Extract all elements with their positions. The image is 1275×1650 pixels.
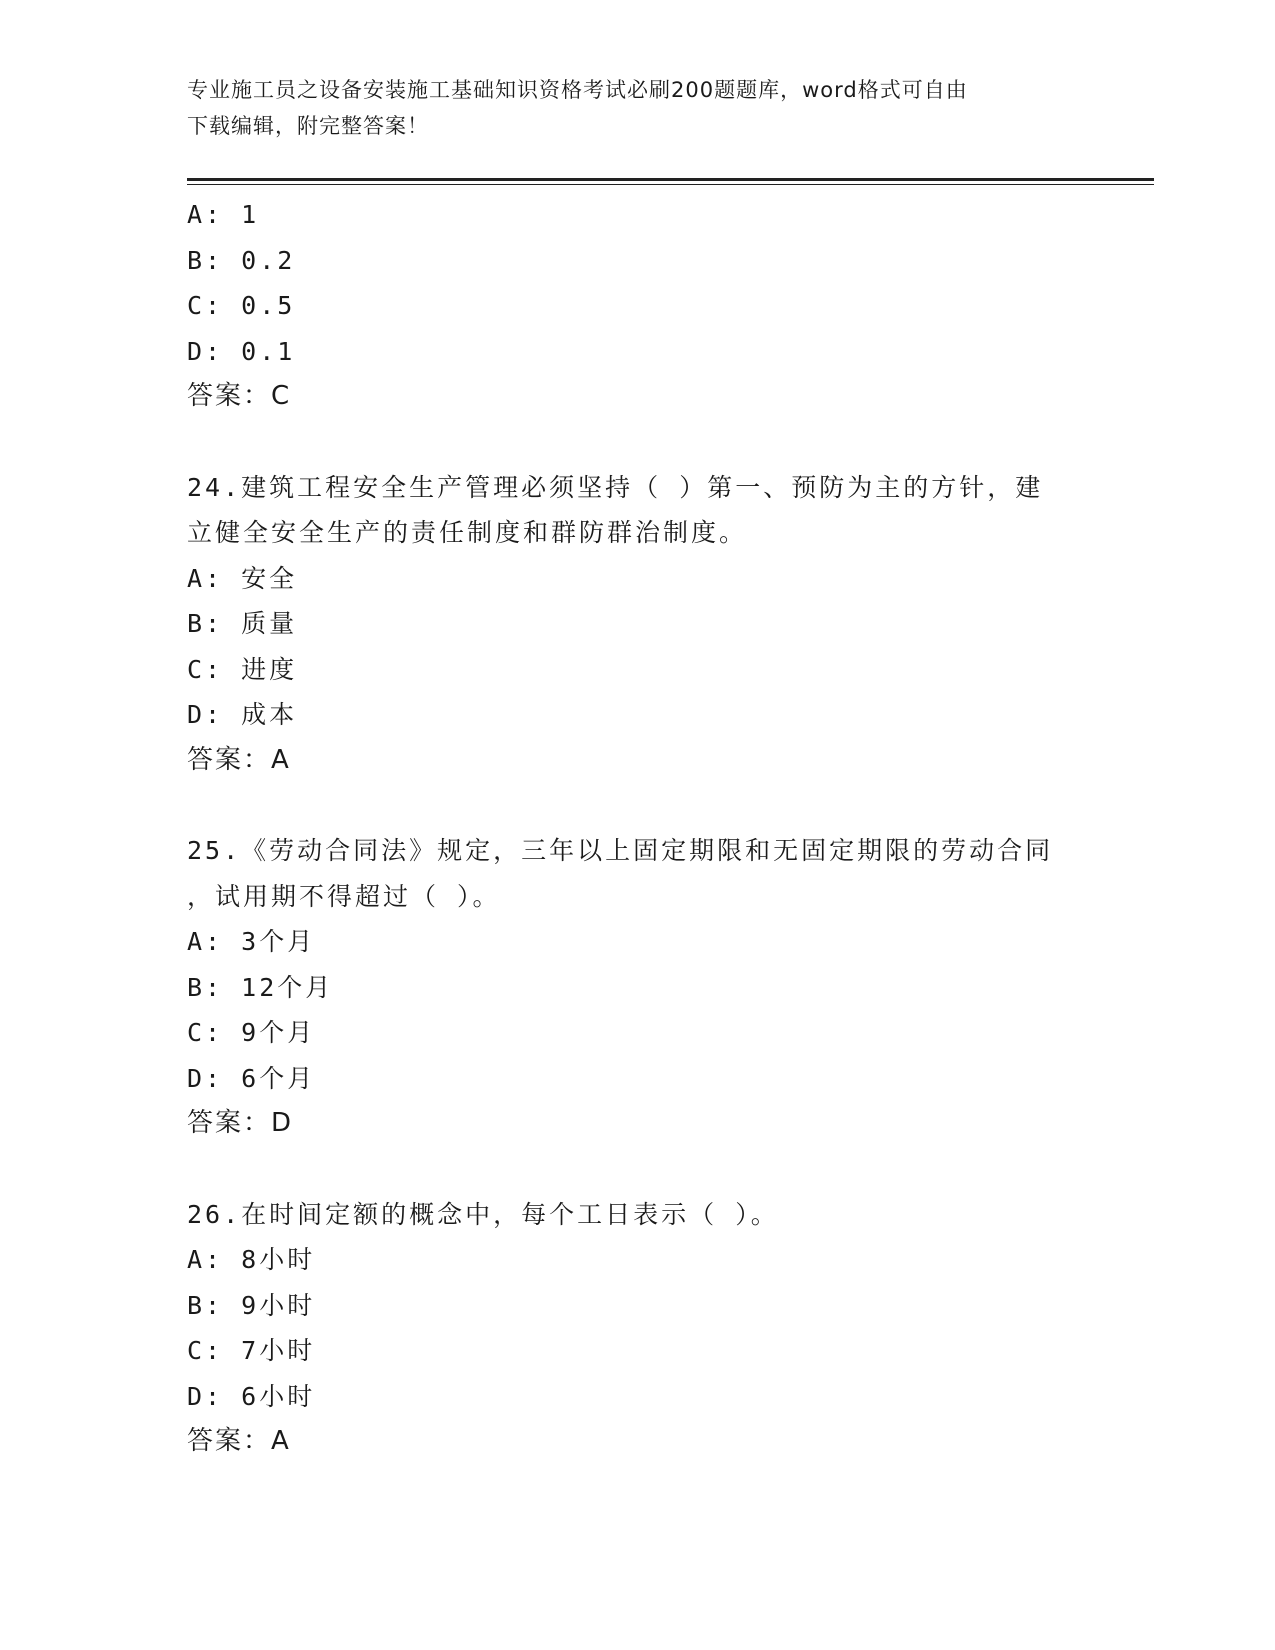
question-25 — [187, 828, 1087, 1147]
option-a: A: 1 — [187, 200, 260, 229]
question-text-line-1: 24.建筑工程安全生产管理必须坚持（ ）第一、预防为主的方针，建 — [187, 472, 1044, 502]
header-divider-thin — [187, 184, 1154, 185]
question-text-line-2: 立健全安全生产的责任制度和群防群治制度。 — [187, 518, 748, 547]
header-line-1: 专业施工员之设备安装施工基础知识资格考试必刷200题题库，word格式可自由 — [187, 78, 968, 102]
question-text-line-1: 26.在时间定额的概念中，每个工日表示（ ）。 — [187, 1199, 779, 1229]
option-a: A: 安全 — [187, 563, 298, 593]
option-d: D: 0.1 — [187, 336, 296, 366]
spacer — [187, 420, 1087, 465]
option-c: C: 7小时 — [187, 1336, 316, 1365]
header-line-2: 下载编辑，附完整答案！ — [187, 114, 429, 138]
question-24 — [187, 465, 1087, 784]
header-divider-thick — [187, 178, 1154, 181]
option-c: C: 9个月 — [187, 1018, 316, 1047]
question-23 — [187, 192, 1087, 420]
question-text-line-1: 25.《劳动合同法》规定，三年以上固定期限和无固定期限的劳动合同 — [187, 836, 1054, 865]
option-d: D: 6小时 — [187, 1381, 316, 1411]
option-b: B: 质量 — [187, 609, 298, 638]
option-d: D: 6个月 — [187, 1063, 316, 1093]
option-d: D: 成本 — [187, 700, 298, 729]
option-a: A: 3个月 — [187, 927, 316, 956]
answer-line: 答案：D — [187, 1108, 294, 1138]
question-list — [187, 192, 1087, 1465]
question-26 — [187, 1192, 1087, 1465]
option-b: B: 12个月 — [187, 972, 334, 1002]
answer-line: 答案：A — [187, 744, 291, 775]
answer-line: 答案：A — [187, 1426, 291, 1456]
question-text-line-2: ，试用期不得超过（ ）。 — [187, 881, 501, 911]
option-b: B: 9小时 — [187, 1290, 316, 1320]
answer-line: 答案：C — [187, 381, 292, 411]
option-c: C: 0.5 — [187, 291, 296, 320]
document-header — [187, 72, 1087, 144]
spacer — [187, 1147, 1087, 1192]
option-a: A: 8小时 — [187, 1245, 316, 1274]
option-c: C: 进度 — [187, 654, 298, 684]
spacer — [187, 783, 1087, 828]
option-b: B: 0.2 — [187, 245, 296, 275]
